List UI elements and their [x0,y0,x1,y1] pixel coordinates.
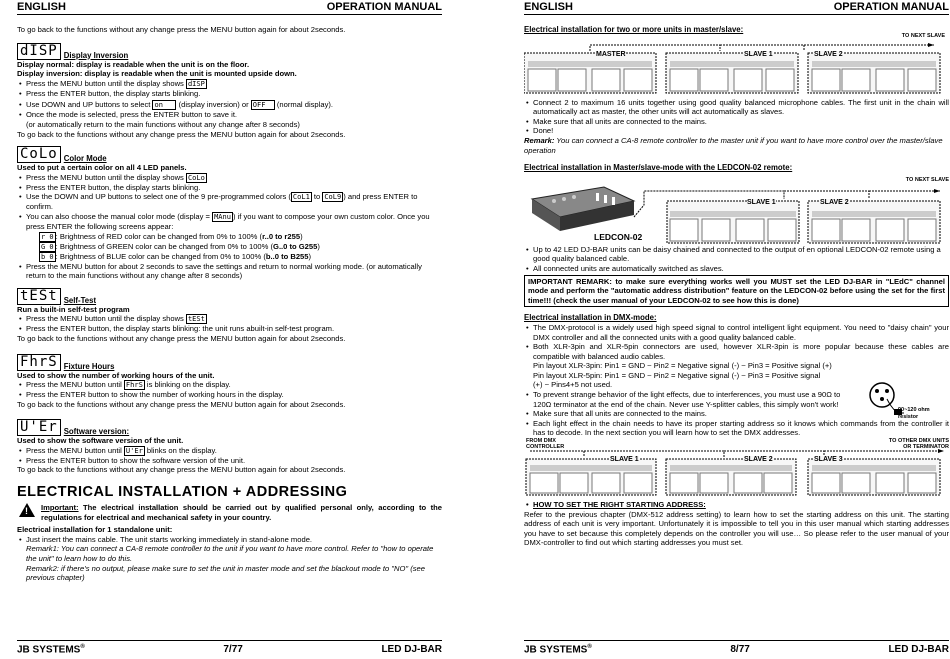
software-version-desc: Used to show the software version of the unit. [17,436,184,446]
blue-brightness-text: b 0 : Brightness of BLUE color can be changed from 0% to 100% (b..0 to B255) [41,251,312,261]
footer-page-number: 8/77 [730,644,750,655]
section-software-version [17,419,442,475]
diagram-label-slave1: SLAVE 1 [610,456,639,464]
section-title: Self-Test [63,295,97,305]
diagram-lines [524,177,949,245]
important-remark: IMPORTANT REMARK: to make sure everything works well you MUST set the LED DJ-BAR in "LEdC" channel mode and perform the "automatic address distribution" feature on the LEDCON-02 before using the set for the first time!!! (check the user manual of your LEDCON-02 to see how this is done) [528,276,945,305]
list-item: • Done! [524,126,949,136]
list-item: • All connected units are automatically switched as slaves. [524,264,949,274]
diagram-lines [524,441,949,496]
fixture-hours-desc: Used to show the number of working hours of the unit. [17,370,215,380]
section-fixture-hours [17,354,442,410]
lcd-icon: CoLo [187,173,205,182]
diagram-label-ledcon: LEDCON-02 [594,231,643,242]
diagram-label-next-slave: TO NEXT SLAVE [901,32,945,39]
list-item: • Up to 42 LED DJ-BAR units can be daisy chained and connected to the output of en optional LEDCON-02 remote using a good quality balanced cable. [524,245,949,264]
section-title: Color Mode [63,154,107,164]
page-footer [524,640,949,655]
lcd-icon: tESt [187,315,205,324]
list-item: • Connect 2 to maximum 16 units together using good quality balanced microphone cables. The first unit in the chain will automatically act as master, the other units will act automatically as slaves. [524,98,949,117]
remark: Remark: You can connect a CA-8 remote controller to the master unit if you want to have more control over the master/slave operation [524,135,943,155]
diagram-label-next-slave: TO NEXT SLAVE [905,176,949,183]
list-item: • Press the MENU button until FhrS is blinking on the display. [17,380,442,390]
important-text: The electrical installation should be carried out by qualified personal only, according to the regulations for electrical and mechanical safety in your country. [41,503,442,522]
important-remark-box [524,275,949,308]
section-title: Software version: [63,427,130,437]
pin-layout-3pin: Pin layout XLR-3pin: Pin1 = GND ~ Pin2 = Negative signal (-) ~ Pin3 = Positive signal (+) [533,361,832,371]
lcd-fhrs-icon: FhrS [17,354,61,371]
page-footer [17,640,442,655]
diagram-label-other-dmx: TO OTHER DMX UNITS OR TERMINATOR [888,438,949,451]
dmx-diagram [524,438,949,496]
list-item: • Press the MENU button until the display shows CoLo [17,173,442,183]
list-item: • Press the MENU button until the display shows tESt [17,314,442,324]
intro-text: To go back to the functions without any change press the MENU button again for about 2seconds. [17,25,346,34]
lcd-icon: b 0 [41,252,54,261]
list-item: • You can also choose the manual color mode (display = MAnu ) if you want to compose your own custom color. Once you press ENTER the following screens appear: [17,212,442,232]
self-test-desc: Run a built-in self-test program [17,304,130,314]
page-header [524,0,949,15]
lcd-icon: CoL9 [324,193,342,202]
lcd-icon: CoL1 [292,193,310,202]
back-text: To go back to the functions without any change press the MENU button again for about 2seconds. [17,333,346,343]
ledcon-title: Electrical installation in Master/slave-mode with the LEDCON-02 remote: [524,163,793,173]
list-item: • Press the ENTER button, the display starts blinking: the unit runs abuilt-in self-test program. [17,324,442,334]
list-item: • Make sure that all units are connected to the mains. [524,117,949,127]
green-brightness-text: G 0 : Brightness of GREEN color can be changed from 0% to 100% (G..0 to G255) [41,241,320,251]
header-title: OPERATION MANUAL [833,1,949,13]
diagram-label-slave2: SLAVE 2 [814,50,843,58]
lcd-ver-icon: U'Er [17,419,61,436]
diagram-label-from-dmx: FROM DMX CONTROLLER [526,438,565,451]
lcd-disp-icon: dISP [17,43,61,60]
lcd-icon: G 0 [41,242,54,251]
list-item: • Press the ENTER button, the display starts blinking. [17,89,442,99]
list-item: • Each light effect in the chain needs to have its proper starting address so it knows which commands from the controller it has to decode. In the next section you will learn how to set the DMX addresses. [524,419,949,438]
important-label: Important: [41,503,79,513]
right-page [524,0,949,659]
header-language: ENGLISH [524,1,573,13]
master-slave-title: Electrical installation for two or more units in master/slave: [524,25,744,34]
header-language: ENGLISH [17,1,66,13]
section-title: Fixture Hours [63,361,115,371]
lcd-icon: OFF [251,100,275,110]
starting-address-text: Refer to the previous chapter (DMX-512 address setting) to learn how to set the starting address on this unit. The starting address of each unit is very important. Unfortunately it is impossible to tell you in this user manual which starting addresses you have to set because this completely depends on the controller you will use… So please refer to the user manual of your DMX-controller to find out which starting addresses you must set. [524,509,949,548]
page-header [17,0,442,15]
list-item: • Press the ENTER button to show the software version of the unit. [17,456,442,466]
footer-product: LED DJ-BAR [888,644,949,655]
list-item: • Press the ENTER button, the display starts blinking. [17,183,442,193]
diagram-label-slave2: SLAVE 2 [820,198,849,206]
list-item: • Press the MENU button until U'Er blinks on the display. [17,446,442,456]
list-item: • Both XLR-3pin and XLR-5pin connectors are used, however XLR-3pin is more popular because these cables are compatible with balanced audio cables. [524,342,949,361]
ledcon-diagram [524,177,949,245]
list-item: • Use DOWN and UP buttons to select on (display inversion) or OFF (normal display). [17,100,442,110]
list-item: • Press the MENU button for about 2 seconds to save the settings and return to normal working mode. (or automatically return to the main functions without any change after 8 seconds) [17,262,442,281]
resistor-label: 90~120 ohm resistor [898,407,930,421]
section-title: Display Inversion [63,50,129,60]
list-item: • Press the ENTER button to show the number of working hours in the display. [17,390,442,400]
remark2: Remark2: if there's no output, please make sure to set the unit in master mode and set the blackout mode to "NO" (see previous chapter) [26,563,425,583]
master-slave-diagram [524,32,949,95]
remark1: Remark1: You can connect a CA-8 remote controller to the unit if you want to have more control. Refer to "how to operate the unit" to learn how to do this. [26,544,434,564]
warning-icon: ! [19,503,35,517]
section-electrical [17,484,442,583]
diagram-lines [524,39,949,95]
pin-layout-5pin-cont: (+) ~ Pins4+5 not used. [533,380,613,390]
lcd-test-icon: tESt [17,288,61,305]
lcd-icon: U'Er [125,446,143,455]
diagram-label-slave2: SLAVE 2 [744,456,773,464]
lcd-icon: on [152,100,176,110]
section-self-test [17,288,442,344]
footer-brand: JB SYSTEMS® [524,644,592,656]
lcd-icon: dISP [187,79,205,88]
footer-product: LED DJ-BAR [381,644,442,655]
list-item: • Make sure that all units are connected to the mains. [524,409,949,419]
electrical-title: ELECTRICAL INSTALLATION + ADDRESSING [17,484,348,501]
lcd-icon: MAnu [214,212,231,221]
list-item: • Just insert the mains cable. The unit starts working immediately in stand-alone mode. [17,535,442,545]
color-mode-desc: Used to put a certain color on all 4 LED panels. [17,163,187,173]
dmx-title: Electrical installation in DMX-mode: [524,313,657,323]
display-inversion-text: Display inversion: display is readable when the unit is mounted upside down. [17,69,297,79]
section-color-mode [17,146,442,281]
section-display-inversion [17,43,442,140]
list-item: • Use the DOWN and UP buttons to select one of the 9 pre-programmed colors ( CoL1 to CoL9 ) and press ENTER to confirm. [17,192,442,212]
back-text: To go back to the functions without any change press the MENU button again for about 2seconds. [17,129,346,139]
back-text: To go back to the functions without any change press the MENU button again for about 2seconds. [17,465,346,475]
display-normal-text: Display normal: display is readable when the unit is on the floor. [17,59,250,69]
lcd-icon: FhrS [125,381,143,390]
list-item: • Once the mode is selected, press the ENTER button to save it. (or automatically return to the main functions without any change after 8 seconds) [17,110,442,129]
header-title: OPERATION MANUAL [326,1,442,13]
lcd-colo-icon: CoLo [17,146,61,163]
list-item: • Press the MENU button until the display shows dISP [17,79,442,89]
left-page [17,0,442,659]
list-item: • The DMX-protocol is a widely used high speed signal to control intelligent light equipment. You need to "daisy chain" your DMX controller and all the connected units with a good quality balanced cable. [524,323,949,342]
standalone-title: Electrical installation for 1 standalone unit: [17,525,173,535]
starting-address-title: • HOW TO SET THE RIGHT STARTING ADDRESS: [524,500,949,510]
pin-layout-5pin: Pin layout XLR-5pin: Pin1 = GND ~ Pin2 = Negative signal (-) ~ Pin3 = Positive signal [533,370,821,380]
diagram-label-master: MASTER [596,50,626,58]
diagram-label-slave1: SLAVE 1 [747,198,776,206]
diagram-label-slave3: SLAVE 3 [814,456,843,464]
footer-brand: JB SYSTEMS® [17,644,85,656]
red-brightness-text: r 0 : Brightness of RED color can be changed from 0% to 100% (r..0 to r255) [41,231,303,241]
back-text: To go back to the functions without any change press the MENU button again for about 2seconds. [17,399,346,409]
list-item: • To prevent strange behavior of the light effects, due to interferences, you must use a 90Ω to 120Ω terminator at the end of the chain. Never use Y-splitter cables, this simply won't work! [524,390,859,409]
footer-page-number: 7/77 [223,644,243,655]
diagram-label-slave1: SLAVE 1 [744,50,773,58]
lcd-icon: r 0 [41,232,54,241]
